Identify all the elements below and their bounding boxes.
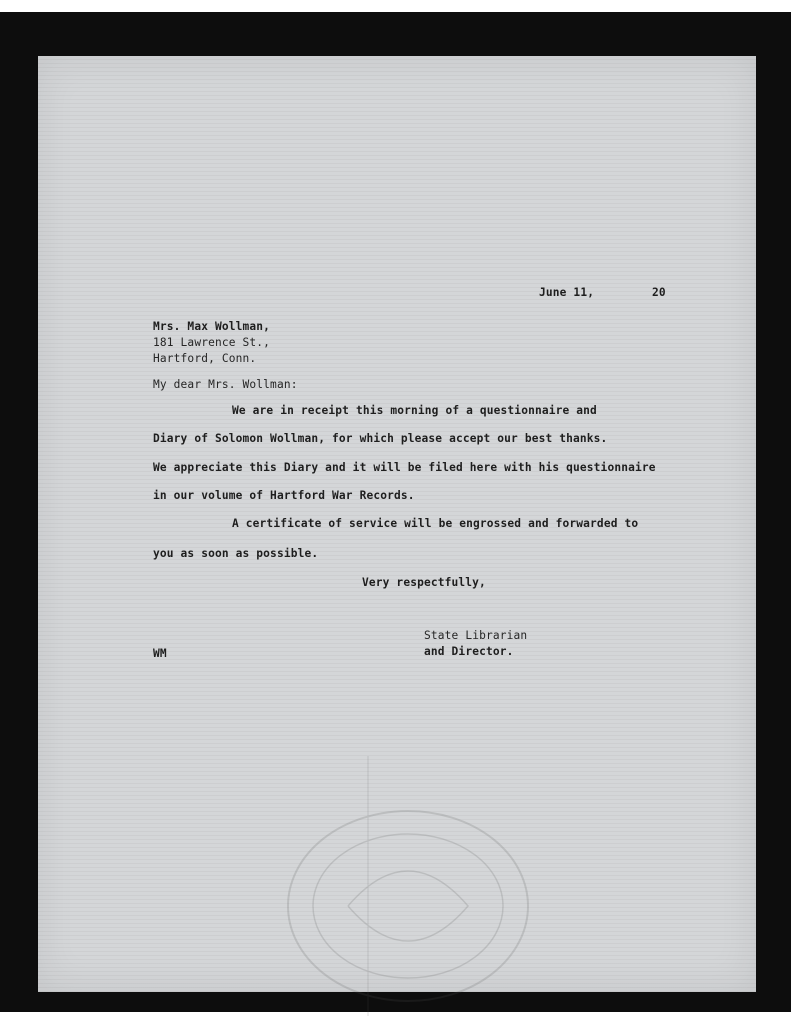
- watermark-seal-icon: [228, 756, 588, 1016]
- body-line-3: We appreciate this Diary and it will be filed here with his questionnaire: [153, 461, 656, 474]
- salutation: My dear Mrs. Wollman:: [153, 378, 298, 391]
- letter-date-year: 20: [652, 286, 666, 299]
- letter-page: [38, 56, 756, 992]
- body-line-2: Diary of Solomon Wollman, for which please accept our best thanks.: [153, 432, 608, 445]
- recipient-line-2: 181 Lawrence St.,: [153, 336, 271, 349]
- letter-date: June 11,: [539, 286, 595, 299]
- recipient-line-1: Mrs. Max Wollman,: [153, 320, 271, 333]
- body-line-4: in our volume of Hartford War Records.: [153, 489, 415, 502]
- typist-initials: WM: [153, 647, 167, 660]
- recipient-line-3: Hartford, Conn.: [153, 352, 257, 365]
- closing: Very respectfully,: [362, 576, 486, 589]
- body-line-5: A certificate of service will be engrossed and forwarded to: [232, 517, 639, 530]
- scan-background: [0, 12, 791, 1012]
- body-line-6: you as soon as possible.: [153, 547, 319, 560]
- signature-title-line-2: and Director.: [424, 645, 514, 658]
- body-line-1: We are in receipt this morning of a questionnaire and: [232, 404, 597, 417]
- signature-title-line-1: State Librarian: [424, 629, 528, 642]
